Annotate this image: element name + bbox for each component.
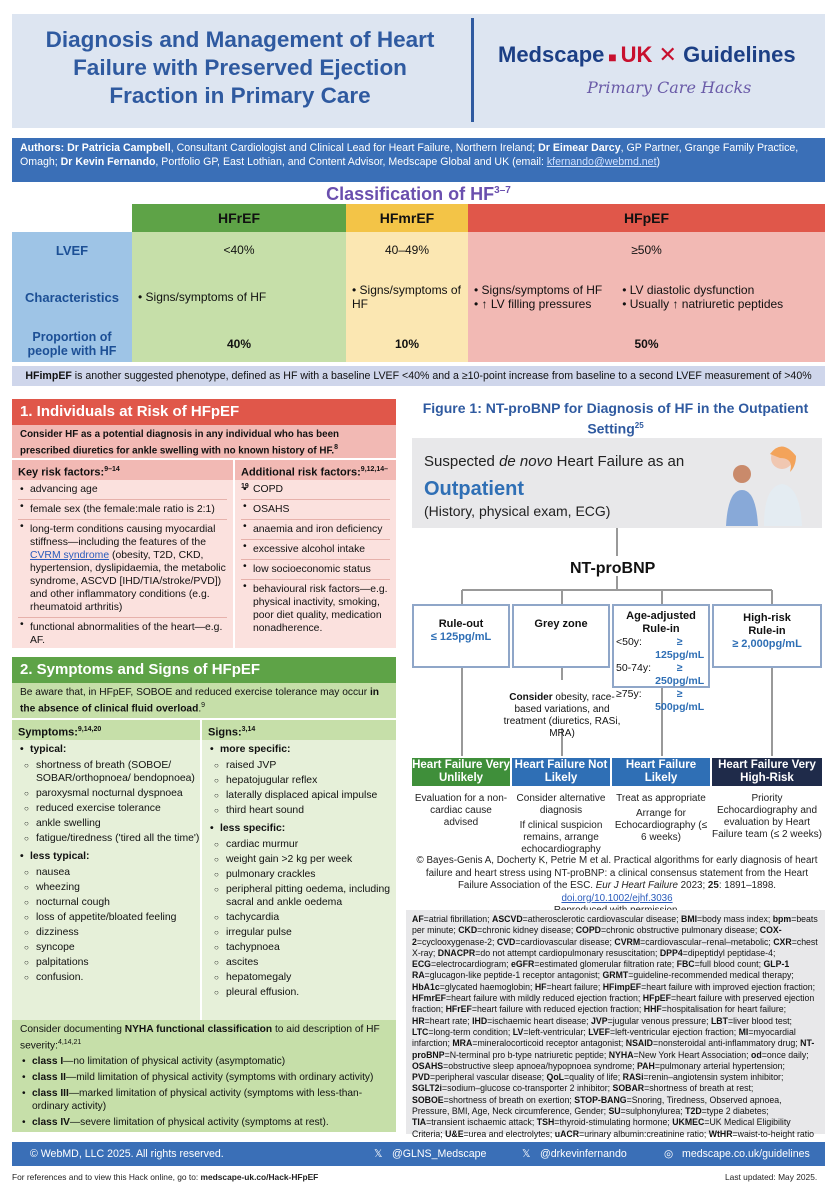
abbr-term: SU [608,1106,621,1117]
footer-bar: © WebMD, LLC 2025. All rights reserved. 𝕏 @GLNS_Medscape 𝕏 @drkevinfernando ◎ medscape.co.uk/guidelines [12,1142,825,1166]
abbr-term: LTC [412,1026,429,1037]
abbr-term: NT-proBNP [412,1038,815,1060]
doi-link[interactable]: doi.org/10.1002/ejhf.3036 [561,892,673,904]
abbr-term: CXR [773,936,792,947]
high-risk-box: High-risk Rule-in ≥ 2,000pg/mL [712,604,822,668]
list-item: ○ confusion. [24,971,200,984]
list-item: • low socioeconomic status [241,559,390,576]
abbr-term: MRA [452,1038,473,1049]
figure-citation: © Bayes-Genis A, Docherty K, Petrie M et al. Practical algorithms for early diagnosis of heart failure and heart stress using NT-proBNP: a clinical consensus statement from the Heart Failure Association of the ESC. Eur J Heart Failure 2023; 25: 1891–1898. doi.org/10.1002/ejhf.3036 [416,855,818,904]
list-item: ○ wheezing [24,881,200,894]
list-item: • behavioural risk factors—e.g. physical inactivity, smoking, poor diet quality, medication nonadherence. [241,579,390,635]
col-hfpef: HFpEF [468,204,825,232]
abbr-term: HFrEF [445,1004,472,1015]
list-item: ○ nausea [24,866,200,879]
list-item: • anaemia and iron deficiency [241,519,390,536]
list-item: ○ ankle swelling [24,817,200,830]
header-divider [471,18,474,122]
list-item: ○ laterally displaced apical impulse [214,789,396,802]
references-note: For references and to view this Hack online, go to: medscape-uk.co/Hack-HFpEF [12,1172,319,1182]
list-item: ○ hepatomegaly [214,971,396,984]
list-item: ○ pleural effusion. [214,986,396,999]
globe-icon: ◎ [664,1148,674,1160]
abbr-term: HFimpEF [602,981,642,992]
abbr-term: PVD [412,1072,430,1083]
abbr-term: ECG [412,959,431,970]
list-item: ○ third heart sound [214,804,396,817]
abbr-term: STOP-BANG [574,1094,627,1105]
abbr-term: CVRM [614,936,641,947]
grey-zone-box: Grey zone [512,604,610,668]
list-item: • advancing age [18,483,227,496]
list-item: ○ paroxysmal nocturnal dyspnoea [24,787,200,800]
list-item: ○ palpitations [24,956,200,969]
abbr-term: QoL [546,1072,565,1083]
abbr-term: eGFR [511,959,535,970]
rule-out-box: Rule-out ≤ 125pg/mL [412,604,510,668]
symptoms-column: Symptoms:$^{9,14,20}$ • typical: ○ shortness of breath (SOBOE/ SOBAR/orthopnoea/ bendopnoea) ○ paroxysmal nocturnal dyspnoea ○ reduced exercise tolerance ○ ankle swelling ○ fatigue/tiredness ('tired all the time') • less typical: ○ nausea ○ wheezing ○ nocturnal cough ○ loss of appetite/bloated feeling ○ dizziness ○ syncope ○ palpitations ○ confusion. [12,720,200,1020]
abbr-term: OSAHS [412,1060,444,1071]
list-item: • functional abnormalities of the heart—e.g. AF. [18,617,227,647]
x-icon: 𝕏 [522,1148,531,1160]
list-item: • OSAHS [241,499,390,516]
outcome-very-high-risk: Heart Failure Very High-Risk [712,758,822,786]
abbreviations-box: AF=atrial fibrillation; ASCVD=atherosclerotic cardiovascular disease; BMI=body mass index; bpm=beats per minute; CKD=chronic kidney disease; COPD=chronic obstructive pulmonary disease; COX-2=cyclooxygenase-2; CVD=cardiovascular disease; CVRM=cardiovascular–renal–metabolic; CXR=chest X-ray; DNACPR=do not attempt cardiopulmonary resuscitation; DPP4=dipeptidyl peptidase-4; ECG=electrocardiogram; eGFR=estimated glomerular filtration rate; FBC=full blood count; GLP-1 RA=glucagon-like peptide-1 receptor antagonist; GRMT=guideline-recommended medical therapy; HbA1c=glycated haemoglobin; HF=heart failure; HFimpEF=heart failure with improved ejection fraction; HFmrEF=heart failure with mildly reduced ejection fraction; HFpEF=heart failure with preserved ejection fraction; HFrEF=heart failure with reduced ejection fraction; HHF=hospitalisation for heart failure; HR=heart rate; IHD=ischaemic heart disease; JVP=jugular venous pressure; LBT=liver blood test; LTC=long-term condition; LV=left-ventricular; LVEF=left-ventricular ejection fraction; MI=myocardial infarction; MRA=mineralocorticoid receptor antagonist; NSAID=nonsteroidal anti-inflammatory drug; NT-proBNP=N-terminal pro b-type natriuretic peptide; NYHA=New York Heart Association; od=once daily; OSAHS=obstructive sleep apnoea/hypopnoea syndrome; PAH=pulmonary arterial hypertension; PVD=peripheral vascular disease; QoL=quality of life; RASi=renin–angiotensin system inhibitor; SGLT2i=sodium–glucose co-transporter 2 inhibitor; SOBAR=shortness of breath at rest; SOBOE=shortness of breath on exertion; STOP-BANG=Snoring, Tiredness, Observed apnoea, Pressure, BMI, Age, Neck circumference, Gender; SU=sulphonylurea; T2D=type 2 diabetes; TIA=transient ischaemic attack; TSH=thyroid-stimulating hormone; UKMEC=UK Medical Eligibility Criteria; U&E=urea and electrolytes; uACR=urinary albumin:creatinine ratio; WtHR=waist-to-height ratio [406,910,825,1134]
list-item: • female sex (the female:male ratio is 2:1) [18,499,227,516]
list-item: ○ weight gain >2 kg per week [214,853,396,866]
abbr-term: MI [738,1026,749,1037]
x-icon: 𝕏 [374,1148,383,1160]
abbr-term: COX-2 [412,925,782,947]
abbr-term: RASi [622,1072,644,1083]
classification-table: HFrEF HFmrEF HFpEF LVEF <40% 40–49% ≥50% Characteristics • Signs/symptoms of HF • Signs/symptoms of HF • Signs/symptoms of HF • ↑ LV filling pressures • LV diastolic dysfunction • Usually ↑ natriuretic peptides Proportion of people with HF 40% 10% 50% [12,204,825,362]
abbr-term: SOBAR [612,1083,645,1094]
section2-intro: Be aware that, in HFpEF, SOBOE and reduced exercise tolerance may occur in the absence of clinical fluid overload.$^9$ [12,683,396,718]
abbr-term: AF [412,914,424,924]
list-item: ○ ascites [214,956,396,969]
author-email-link[interactable]: kfernando@webmd.net [546,156,657,168]
abbr-term: bpm [772,914,792,924]
list-item: ○ hepatojugular reflex [214,774,396,787]
list-item: ○ peripheral pitting oedema, including sacral and ankle oedema [214,883,396,909]
abbr-term: HR [412,1015,425,1026]
hfimpef-note: HFimpEF is another suggested phenotype, defined as HF with a baseline LVEF <40% and a ≥10-point increase from baseline to a second LVEF measurement of >40% [12,366,825,386]
list-item: ○ dizziness [24,926,200,939]
signs-column: Signs:$^{3,14}$ • more specific: ○ raised JVP ○ hepatojugular reflex ○ laterally displaced apical impulse ○ third heart sound • less specific: ○ cardiac murmur ○ weight gain >2 kg per week ○ pulmonary crackles ○ peripheral pitting oedema, including sacral and ankle oedema ○ tachycardia ○ irregular pulse ○ tachypnoea ○ ascites ○ hepatomegaly ○ pleural effusion. [202,720,396,1020]
abbr-term: WtHR [708,1128,733,1139]
abbr-term: UKMEC [672,1117,705,1128]
key-risk-factors: Key risk factors:$^{9-14}$ • advancing age • female sex (the female:male ratio is 2:1) • long-term conditions causing myocardial stiffness—including the features of the CVRM syndrome (obesity, T2D, CKD, hypertension, dyslipidaemia, the metabolic syndrome, ASCVD [IHD/TIA/stroke/PVD]) and other inflammatory conditions (e.g. rheumatoid arthritis) • functional abnormalities of the heart—e.g. AF. [12,460,233,648]
abbr-term: HbA1c [412,981,440,992]
abbr-term: LBT [710,1015,728,1026]
abbr-term: HF [534,981,547,992]
row-label-proportion: Proportion of people with HF [12,326,132,362]
nyha-class: • class II—mild limitation of physical activity (symptoms with ordinary activity) [20,1071,388,1084]
list-item: ○ pulmonary crackles [214,868,396,881]
nyha-class: • class I—no limitation of physical activity (asymptomatic) [20,1055,388,1068]
abbr-term: HFpEF [642,993,671,1004]
abbr-term: CKD [458,925,478,936]
row-label-lvef: LVEF [12,232,132,268]
x-handle-link[interactable]: @drkevinfernando [540,1148,627,1160]
grey-zone-note: Consider obesity, race-based variations, and treatment (diuretics, RASi, MRA) [503,692,621,739]
list-item: ○ loss of appetite/bloated feeling [24,911,200,924]
list-item: ○ syncope [24,941,200,954]
abbr-term: GRMT [602,970,629,981]
abbr-term: HHF [643,1004,662,1015]
abbr-term: SOBOE [412,1094,444,1105]
classification-title: Classification of HF$^{3-7}$ [326,184,511,204]
section2-title: 2. Symptoms and Signs of HFpEF [12,657,396,683]
abbr-term: T2D [685,1106,702,1117]
nyha-class: • class IV—severe limitation of physical activity (symptoms at rest). [20,1116,388,1129]
age-adjusted-box: Age-adjusted Rule-in <50y: ≥ 125pg/mL 50-74y: ≥ 250pg/mL ≥75y: ≥ 500pg/mL [612,604,710,688]
abbr-term: GLP-1 RA [412,959,790,981]
abbr-term: uACR [554,1128,580,1139]
list-item: ○ fatigue/tiredness ('tired all the time') [24,832,200,845]
uk-flag-icon: ■ [604,49,621,65]
abbr-term: FBC [676,959,695,970]
col-hfref: HFrEF [132,204,346,232]
abbr-term: SGLT2i [412,1083,442,1094]
abbr-term: TIA [412,1117,427,1128]
x-handle-link[interactable]: @GLNS_Medscape [392,1148,487,1160]
list-item: ○ tachycardia [214,911,396,924]
outcome-likely: Heart Failure Likely [612,758,710,786]
list-item: ○ tachypnoea [214,941,396,954]
authors-bar: Authors: Dr Patricia Campbell, Consultant Cardiologist and Clinical Lead for Heart Failure, Northern Ireland; Dr Eimear Darcy, GP Partner, Grange Family Practice, Omagh; Dr Kevin Fernando, Portfolio GP, East Lothian, and Content Advisor, Medscape Global and UK (email: kfernando@webmd.net) [12,138,825,182]
abbr-term: HFmrEF [412,993,447,1004]
nyha-box: Consider documenting NYHA functional classification to aid description of HF severity:$^{4,14,21}$ • class I—no limitation of physical activity (asymptomatic) • class II—mild limitation of physical activity (symptoms with ordinary activity) • class III—marked limitation of physical activity (symptoms with less-than-ordinary activity) • class IV—severe limitation of physical activity (symptoms at rest). [12,1020,396,1132]
abbr-term: DPP4 [659,947,683,958]
medscape-logo[interactable]: Medscape ■ UK ✕ Guidelines [498,42,796,67]
abbr-term: ASCVD [492,914,523,924]
list-item: ○ reduced exercise tolerance [24,802,200,815]
hack-url-link[interactable]: medscape-uk.co/Hack-HFpEF [200,1172,319,1182]
list-item: • COPD [241,483,390,496]
figure-title: Figure 1: NT-proBNP for Diagnosis of HF in the Outpatient Setting$^{25}$ [422,400,809,437]
page-title: Diagnosis and Management of Heart Failure with Preserved Ejection Fraction in Primary Care [45,27,435,108]
list-item: ○ nocturnal cough [24,896,200,909]
section1-title: 1. Individuals at Risk of HFpEF [12,399,396,425]
abbr-term: LVEF [588,1026,610,1037]
abbr-term: TSH [536,1117,555,1128]
abbr-term: COPD [575,925,601,936]
abbr-term: PAH [637,1060,655,1071]
abbr-term: JVP [591,1015,608,1026]
abbr-term: CVD [496,936,516,947]
abbr-term: od [751,1049,762,1060]
abbr-term: IHD [472,1015,488,1026]
section1-intro: Consider HF as a potential diagnosis in any individual who has been prescribed diuretics for ankle swelling with no known history of HF.$^8$ [12,425,396,458]
abbr-term: BMI [681,914,698,924]
abbr-term: NSAID [625,1038,654,1049]
website-link[interactable]: medscape.co.uk/guidelines [682,1148,810,1160]
list-item: ○ raised JVP [214,759,396,772]
outcome-not-likely: Heart Failure Not Likely [512,758,610,786]
row-label-characteristics: Characteristics [12,268,132,326]
abbr-term: U&E [445,1128,464,1139]
list-item: ○ irregular pulse [214,926,396,939]
nyha-class: • class III—marked limitation of physical activity (symptoms with less-than-ordinary activity) [20,1087,388,1113]
additional-risk-factors: Additional risk factors:$^{9,12,14-19}$ • COPD • OSAHS • anaemia and iron deficiency • excessive alcohol intake • low socioeconomic status • behavioural risk factors—e.g. physical inactivity, smoking, poor diet quality, medication nonadherence. [235,460,396,648]
last-updated: Last updated: May 2025. [725,1172,818,1182]
list-item: ○ cardiac murmur [214,838,396,851]
list-item: • excessive alcohol intake [241,539,390,556]
outcome-very-unlikely: Heart Failure Very Unlikely [412,759,510,784]
abbr-term: LV [512,1026,524,1037]
list-item: ○ shortness of breath (SOBOE/ SOBAR/orthopnoea/ bendopnoea) [24,759,200,785]
ntprobnp-label: NT-proBNP [570,560,656,577]
tagline: Primary Care Hacks [587,78,752,97]
col-hfmref: HFmrEF [346,204,468,232]
abbr-term: DNACPR [437,947,476,958]
list-item: • long-term conditions causing myocardial stiffness—including the features of the CVRM syndrome (obesity, T2D, CKD, hypertension, dyslipidaemia, the metabolic syndrome, ASCVD [IHD/TIA/stroke/PVD]) and other inflammatory conditions (e.g. rheumatoid arthritis) [18,519,227,614]
cvrm-syndrome-link[interactable]: CVRM syndrome [30,550,110,561]
doctor-patient-illustration [712,440,820,526]
abbr-term: NYHA [608,1049,634,1060]
